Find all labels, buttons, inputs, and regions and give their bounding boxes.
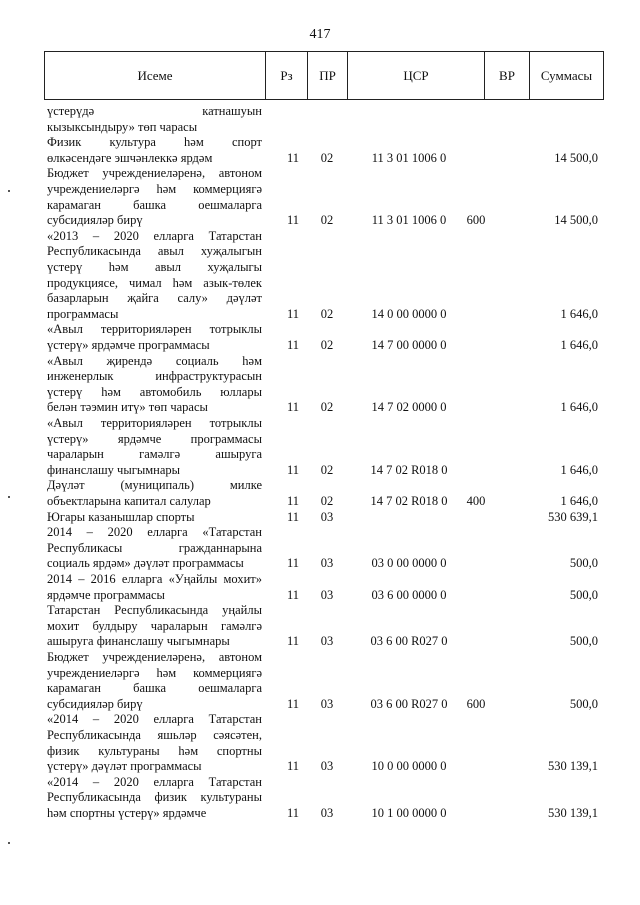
row-name-line: «2013 – 2020 елларга Татарстан — [47, 228, 262, 243]
row-pr: 02 — [320, 400, 334, 415]
row-name — [47, 603, 262, 650]
scan-mark — [8, 842, 10, 844]
row-rz: 11 — [286, 213, 300, 228]
table-row — [44, 229, 604, 323]
row-csr: 03 6 00 R027 0 — [370, 634, 448, 649]
row-rz: 11 — [286, 306, 300, 321]
row-name-line: карамаган башка оешмаларга — [47, 681, 262, 696]
row-vr: 600 — [466, 213, 486, 228]
row-name — [47, 525, 262, 572]
row-vr: 600 — [466, 696, 486, 711]
row-name — [47, 572, 262, 603]
row-name-line: «2014 – 2020 елларга Татарстан — [47, 774, 262, 789]
table-header — [44, 51, 604, 100]
row-csr: 03 0 00 0000 0 — [371, 556, 447, 571]
column-header-name: Исеме — [45, 52, 266, 99]
row-name — [47, 416, 262, 478]
table-row — [44, 510, 604, 526]
row-rz: 11 — [286, 337, 300, 352]
row-name-line: Республикасында авыл хуҗалыгын — [47, 244, 262, 259]
row-name-line: Бюджет учреждениеләренә, автоном — [47, 650, 262, 664]
table-row — [44, 135, 604, 166]
page-number: 417 — [309, 27, 331, 42]
column-header-csr: ЦСР — [348, 52, 485, 99]
row-name-line: үстерүдә катнашуын — [47, 104, 262, 118]
row-sum: 1 646,0 — [560, 462, 598, 477]
table-row — [44, 166, 604, 228]
row-name-line: мохит булдыру чараларын гамәлгә — [47, 618, 262, 633]
row-name-line: Югары казанышлар спорты — [47, 509, 195, 524]
table-row — [44, 712, 604, 774]
row-csr: 03 6 00 R027 0 — [370, 696, 448, 711]
row-name-line: субсидияләр бирү — [47, 213, 143, 228]
column-header-sum: Суммасы — [540, 68, 593, 83]
row-csr: 10 0 00 0000 0 — [371, 759, 447, 774]
row-sum: 500,0 — [569, 587, 598, 602]
row-sum: 500,0 — [569, 556, 598, 571]
row-pr: 02 — [320, 150, 334, 165]
table-row — [44, 478, 604, 509]
row-csr: 03 6 00 0000 0 — [371, 587, 447, 602]
row-name — [47, 650, 262, 712]
row-name-line: белән тәэмин итү» төп чарасы — [47, 400, 208, 415]
row-pr: 03 — [320, 556, 334, 571]
row-sum: 530 139,1 — [548, 806, 598, 820]
row-name — [47, 354, 262, 416]
row-name-line: үстерү» ярдәмче программасы — [47, 337, 210, 352]
row-name-line: финанслашу чыгымнары — [47, 462, 181, 477]
table-row — [44, 572, 604, 603]
row-name-line: ярдәмче программасы — [47, 587, 165, 602]
row-name-line: Татарстан Республикасында уңайлы — [47, 603, 262, 618]
row-name-line: Республикасында яшьләр сәясәтен, — [47, 727, 262, 742]
row-name-line: субсидияләр бирү — [47, 696, 143, 711]
row-name-line: инженерлык инфраструктурасын — [47, 369, 262, 384]
table-row — [44, 354, 604, 416]
row-name-line: кызыксындыру» төп чарасы — [47, 119, 198, 134]
row-pr: 02 — [320, 462, 334, 477]
row-name-line: «2014 – 2020 елларга Татарстан — [47, 712, 262, 727]
column-header-vr: ВР — [485, 52, 530, 99]
row-sum: 500,0 — [569, 696, 598, 711]
row-pr: 02 — [320, 337, 334, 352]
row-name-line: өлкәсендәге эшчәнлеккә ярдәм — [47, 150, 213, 165]
row-csr: 10 1 00 0000 0 — [371, 806, 447, 820]
table-row — [44, 525, 604, 572]
row-rz: 11 — [286, 462, 300, 477]
row-name-line: физик культураны һәм спортны — [47, 743, 262, 758]
row-rz: 11 — [286, 400, 300, 415]
row-name-line: һәм спортны үстерү» ярдәмче — [47, 805, 207, 820]
row-name — [47, 229, 262, 323]
row-name — [47, 712, 262, 774]
row-pr: 03 — [320, 587, 334, 602]
row-rz: 11 — [286, 150, 300, 165]
row-name-line: үстерү һәм авыл хуҗалыгы — [47, 259, 262, 274]
row-name-line: 2014 – 2016 елларга «Уңайлы мохит» — [47, 572, 262, 586]
row-pr: 03 — [320, 806, 334, 820]
row-pr: 03 — [320, 759, 334, 774]
scan-mark — [8, 496, 10, 498]
row-pr: 03 — [320, 696, 334, 711]
row-pr: 03 — [320, 634, 334, 649]
row-name-line: социаль ярдәм» дәүләт программасы — [47, 556, 244, 571]
row-csr: 11 3 01 1006 0 — [371, 213, 447, 228]
row-pr: 02 — [320, 493, 334, 508]
row-pr: 03 — [320, 509, 334, 524]
table-row — [44, 603, 604, 650]
row-name — [47, 166, 262, 228]
row-name-line: Республикасы гражданнарына — [47, 540, 262, 555]
row-csr: 14 7 02 0000 0 — [371, 400, 447, 415]
row-name-line: учреждениеләргә һәм коммерциягә — [47, 181, 262, 196]
scan-mark — [8, 190, 10, 192]
row-rz: 11 — [286, 634, 300, 649]
row-name-line: үстерү» ярдәмче программасы — [47, 431, 262, 446]
row-rz: 11 — [286, 759, 300, 774]
row-name — [47, 322, 262, 353]
row-rz: 11 — [286, 587, 300, 602]
row-name-line: «Авыл җирендә социаль һәм — [47, 353, 262, 368]
row-sum: 530 639,1 — [548, 509, 598, 524]
row-name — [47, 478, 262, 509]
row-name-line: «Авыл территорияләрен тотрыклы — [47, 322, 262, 337]
row-sum: 530 139,1 — [548, 759, 598, 774]
row-name-line: үстерү» дәүләт программасы — [47, 759, 202, 774]
row-name-line: программасы — [47, 306, 119, 321]
row-name-line: 2014 – 2020 елларга «Татарстан — [47, 525, 262, 540]
column-header-rz: Рз — [266, 52, 308, 99]
row-name-line: чараларын гамәлгә ашыруга — [47, 447, 262, 462]
row-name-line: Физик культура һәм спорт — [47, 135, 262, 150]
row-rz: 11 — [286, 556, 300, 571]
column-header-pr: ПР — [308, 52, 348, 99]
row-sum: 500,0 — [569, 634, 598, 649]
row-name-line: карамаган башка оешмаларга — [47, 197, 262, 212]
row-csr: 14 7 02 R018 0 — [370, 493, 448, 508]
row-name-line: Бюджет учреждениеләренә, автоном — [47, 166, 262, 181]
row-vr: 400 — [466, 493, 486, 508]
row-csr: 14 0 00 0000 0 — [371, 306, 447, 321]
row-csr: 14 7 00 0000 0 — [371, 337, 447, 352]
table-row — [44, 322, 604, 353]
row-name-line: «Авыл территорияләрен тотрыклы — [47, 416, 262, 430]
row-name-line: продукциясе, чимал һәм азык-төлек — [47, 275, 262, 290]
row-rz: 11 — [286, 696, 300, 711]
row-name-line: базарларын җайга салу» дәүләт — [47, 291, 262, 306]
row-sum: 14 500,0 — [554, 150, 598, 165]
row-name-line: объектларына капитал салулар — [47, 493, 211, 508]
row-sum: 1 646,0 — [560, 493, 598, 508]
row-name — [47, 510, 262, 526]
row-name — [47, 135, 262, 166]
row-csr: 14 7 02 R018 0 — [370, 462, 448, 477]
row-sum: 1 646,0 — [560, 400, 598, 415]
row-name — [47, 775, 262, 822]
table-row — [44, 775, 604, 822]
table-row — [44, 650, 604, 712]
row-name-line: үстерү һәм автомобиль юллары — [47, 384, 262, 399]
row-name — [47, 104, 262, 135]
row-sum: 14 500,0 — [554, 213, 598, 228]
row-name-line: ашыруга финанслашу чыгымнары — [47, 634, 230, 649]
row-rz: 11 — [286, 509, 300, 524]
row-sum: 1 646,0 — [560, 337, 598, 352]
row-name-line: Дәүләт (муниципаль) милке — [47, 478, 262, 493]
row-name-line: Республикасында физик культураны — [47, 790, 262, 805]
row-name-line: учреждениеләргә һәм коммерциягә — [47, 665, 262, 680]
table-row — [44, 416, 604, 478]
row-rz: 11 — [286, 493, 300, 508]
row-rz: 11 — [286, 806, 300, 820]
table-row — [44, 104, 604, 135]
row-csr: 11 3 01 1006 0 — [371, 150, 447, 165]
row-pr: 02 — [320, 306, 334, 321]
row-sum: 1 646,0 — [560, 306, 598, 321]
row-pr: 02 — [320, 213, 334, 228]
